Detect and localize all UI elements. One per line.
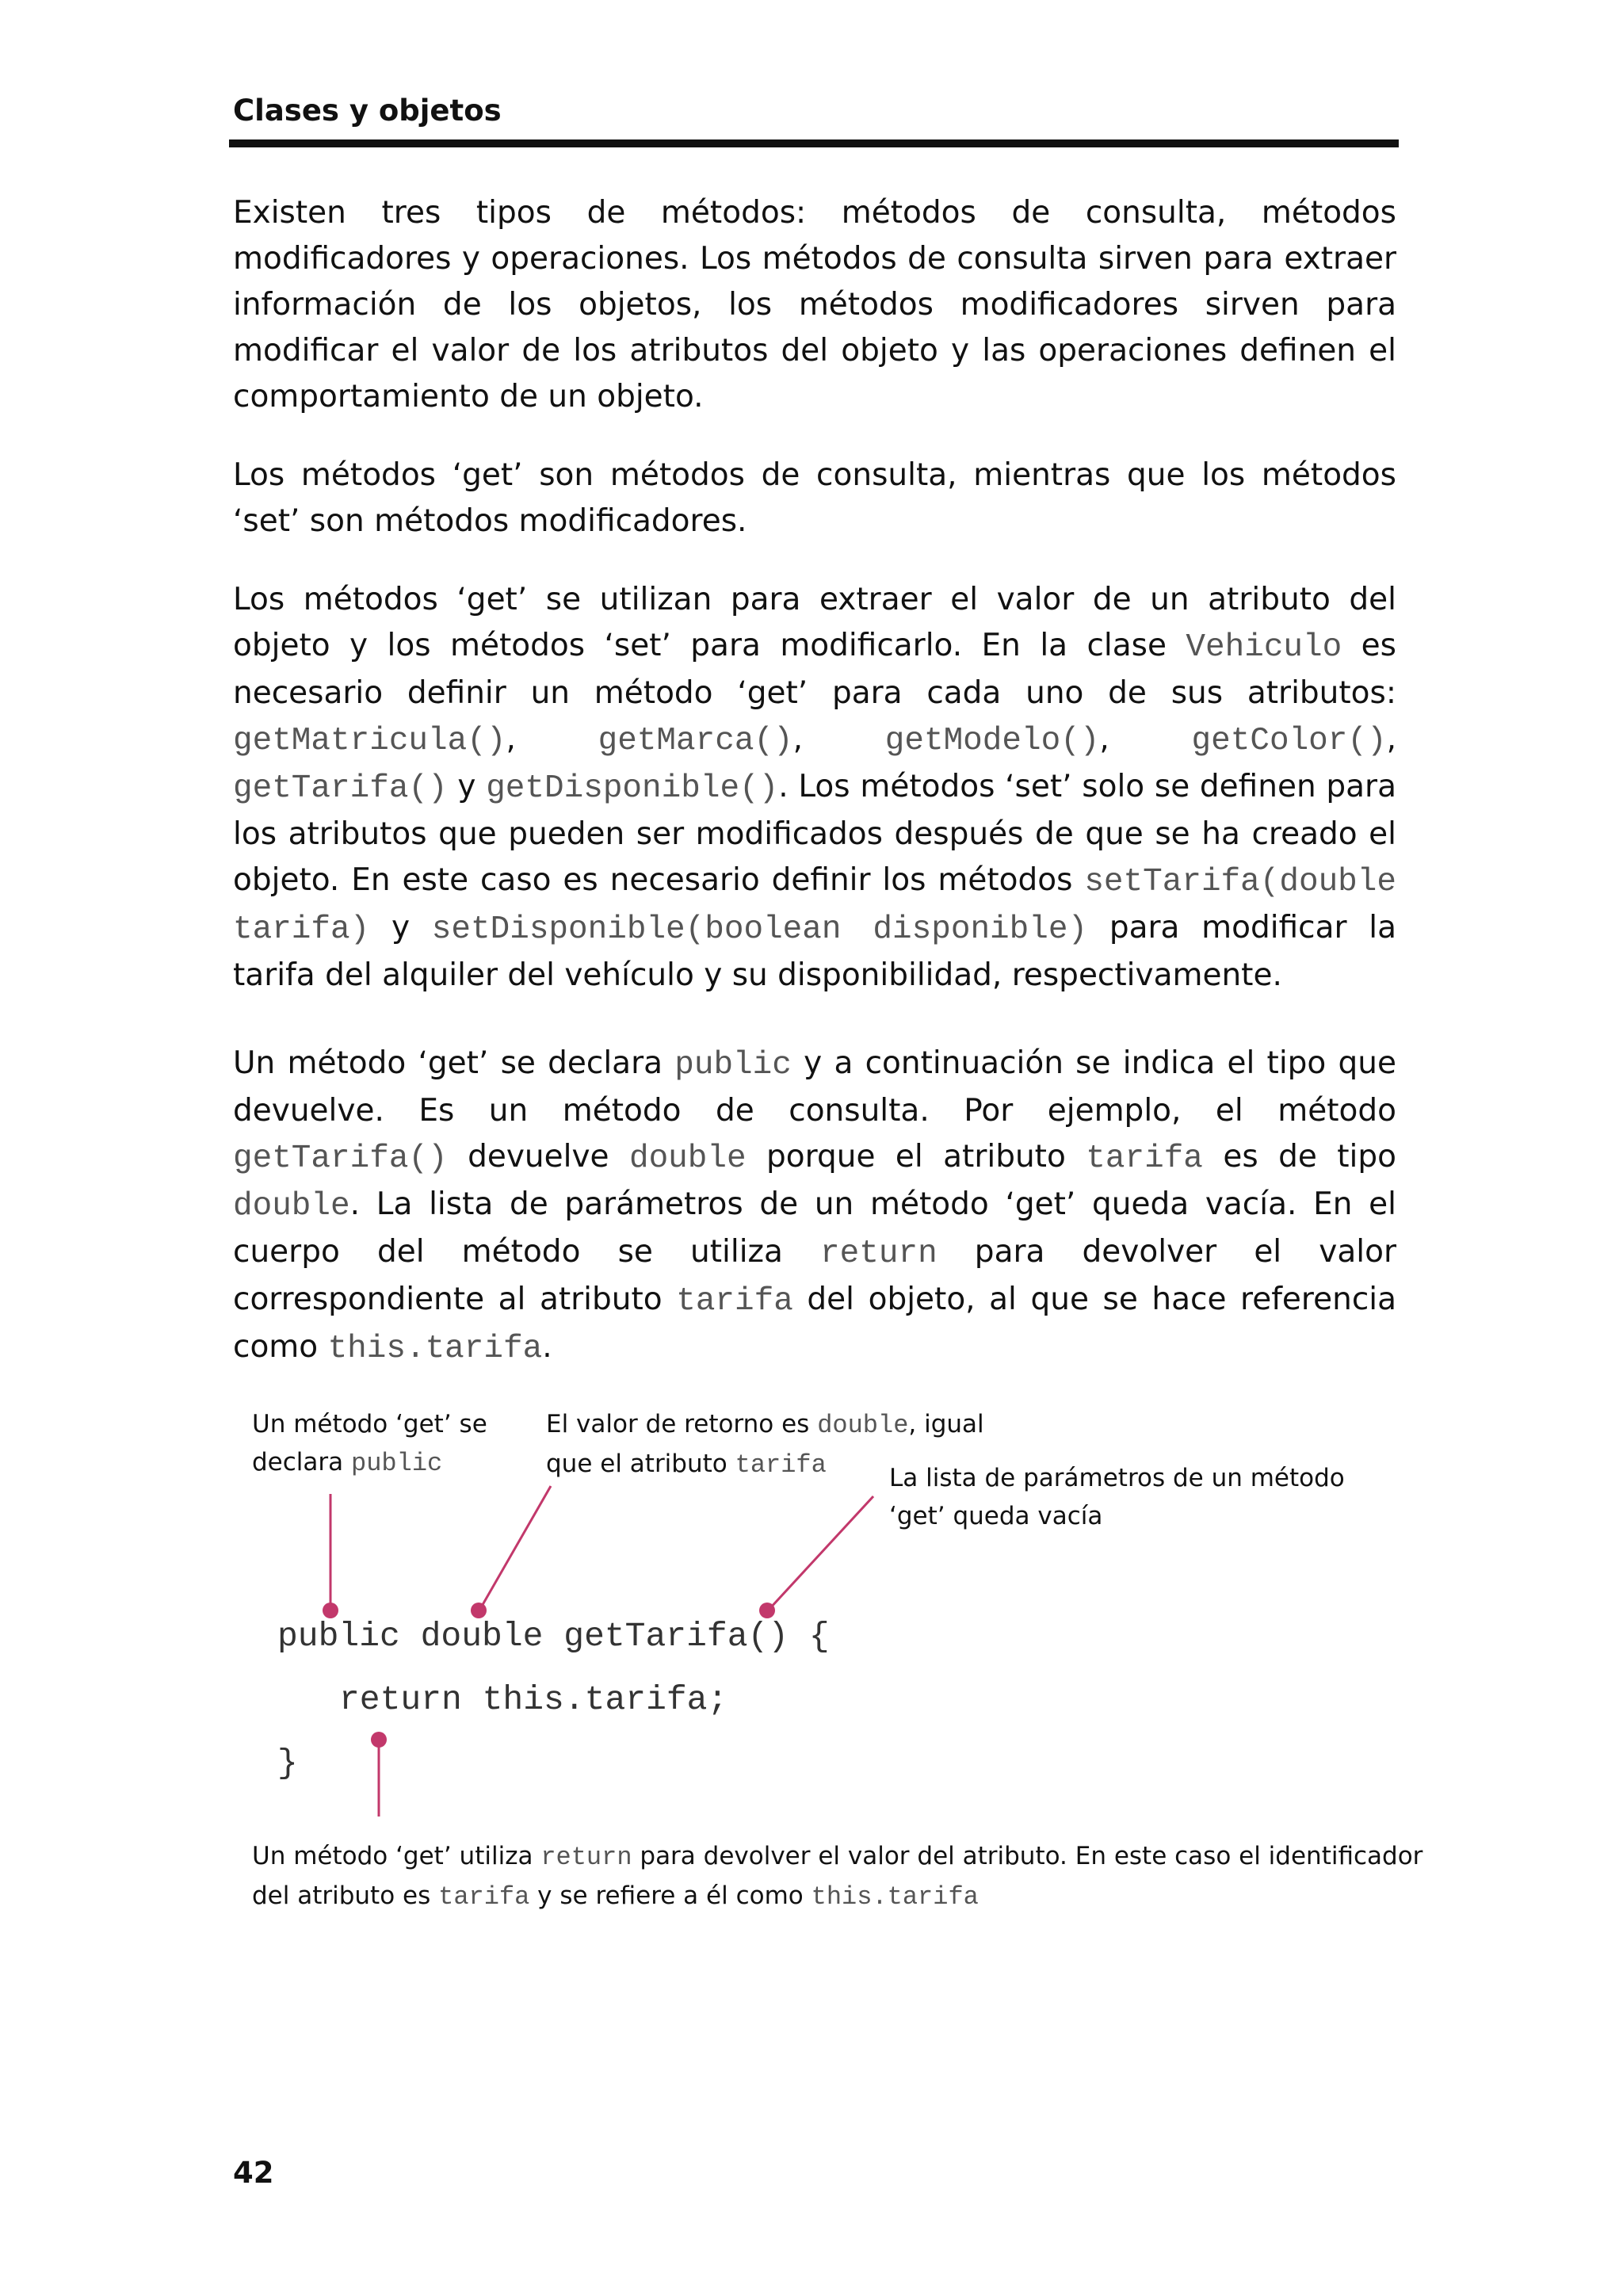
annotation-line: [252, 1443, 487, 1483]
annotation-line: ‘get’ queda vacía: [889, 1502, 1103, 1530]
paragraph-text: Existen tres tipos de métodos: métodos de consulta, métodos modificadores y operaciones. Los métodos de consulta sirven para extraer información de los objetos, los métodos modificadores sirven para modificar el valor de los atributos del objeto y las operaciones definen el comportamiento de un objeto.: [233, 195, 1396, 415]
code-expression: this.tarifa: [811, 1882, 979, 1912]
code-class-name: Vehiculo: [1186, 629, 1342, 666]
page-header-title: Clases y objetos: [233, 94, 502, 128]
annotation-line: [252, 1877, 1425, 1916]
code-method: setDisponible(boolean disponible): [431, 911, 1088, 948]
code-method: getMatricula(): [233, 723, 506, 759]
connector-dot-params: [759, 1603, 775, 1618]
connector-line-double: [480, 1486, 551, 1609]
text-run: del objeto, al que se hace referencia como: [233, 1282, 1396, 1365]
code-attribute: tarifa: [676, 1283, 793, 1320]
code-method: getModelo(): [884, 723, 1100, 759]
code-type: double: [628, 1140, 747, 1177]
paragraph-text: Los métodos ‘get’ son métodos de consulta, mientras que los métodos ‘set’ son métodos modificadores.: [233, 457, 1396, 539]
connector-dot-double: [471, 1603, 487, 1618]
code-method: getMarca(): [598, 723, 793, 759]
text-run: ,: [506, 721, 598, 757]
text-run: que el atributo: [546, 1450, 735, 1478]
connector-dot-public: [323, 1603, 338, 1618]
text-run: Un método ‘get’ utiliza: [252, 1842, 541, 1870]
text-run: y: [447, 769, 487, 804]
code-keyword: return: [820, 1236, 938, 1272]
text-run: devuelve: [447, 1139, 629, 1175]
code-type: double: [233, 1188, 350, 1224]
text-run: porque el atributo: [746, 1139, 1086, 1175]
code-line-return: return this.tarifa;: [339, 1680, 728, 1719]
text-run: y se refiere a él como: [529, 1881, 812, 1910]
annotation-line: Un método ‘get’ se: [252, 1410, 487, 1438]
text-run: para devolver el valor del atributo. En este caso el identificador: [632, 1842, 1423, 1870]
annotation-line: [252, 1837, 1425, 1877]
code-type: double: [817, 1411, 909, 1440]
text-run: y a continuación se indica el tipo que devuelve. Es un método de consulta. Por ejemplo, el método: [233, 1045, 1396, 1129]
code-line-signature: public double getTarifa() {: [277, 1617, 830, 1656]
text-run: para modificar la tarifa del alquiler del vehículo y su disponibilidad, respectivamente.: [233, 910, 1396, 993]
code-method: getTarifa(): [233, 1140, 448, 1177]
text-run: .: [542, 1329, 552, 1365]
annotation-line: La lista de parámetros de un método: [889, 1464, 1345, 1492]
text-run: es de tipo: [1202, 1139, 1396, 1175]
code-keyword: public: [674, 1047, 792, 1083]
code-keyword: return: [540, 1843, 632, 1872]
text-run: y: [369, 910, 432, 946]
text-run: Un método ‘get’ se declara: [233, 1045, 675, 1081]
text-run: ,: [1386, 721, 1396, 757]
code-method: getTarifa(): [233, 770, 448, 807]
text-run: para devolver el valor correspondiente al atributo: [233, 1234, 1396, 1317]
text-run: del atributo es: [252, 1881, 439, 1910]
code-method: getColor(): [1191, 723, 1387, 759]
page-number: 42: [233, 2156, 274, 2190]
annotation-return: [252, 1837, 1425, 1916]
annotation-line: [546, 1405, 984, 1445]
text-run: ,: [1099, 721, 1192, 757]
annotation-empty-params: [889, 1459, 1345, 1535]
code-expression: this.tarifa: [327, 1331, 543, 1367]
code-keyword: public: [351, 1449, 443, 1478]
code-attribute: tarifa: [735, 1450, 827, 1480]
annotation-public: [252, 1405, 487, 1483]
text-run: ,: [792, 721, 885, 757]
connector-line-params: [769, 1496, 873, 1609]
text-run: , igual: [908, 1410, 984, 1438]
text-run: . Los métodos ‘set’ solo se definen para los atributos que pueden ser modificados después de que se ha creado el objeto. En este caso es necesario definir los métodos: [233, 769, 1396, 898]
text-run: es necesario definir un método ‘get’ para cada uno de sus atributos:: [233, 628, 1396, 711]
text-run: declara: [252, 1448, 351, 1477]
text-run: . La lista de parámetros de un método ‘get’ queda vacía. En el cuerpo del método se utiliza: [233, 1186, 1396, 1270]
code-attribute: tarifa: [438, 1882, 530, 1912]
code-attribute: tarifa: [1086, 1140, 1203, 1177]
code-line-close-brace: }: [277, 1744, 298, 1782]
code-method: setTarifa(double tarifa): [233, 864, 1396, 948]
text-run: Los métodos ‘get’ se utilizan para extraer el valor de un atributo del objeto y los métodos ‘set’ para modificarlo. En la clase: [233, 582, 1396, 663]
code-method: getDisponible(): [486, 770, 779, 807]
text-run: El valor de retorno es: [546, 1410, 818, 1438]
